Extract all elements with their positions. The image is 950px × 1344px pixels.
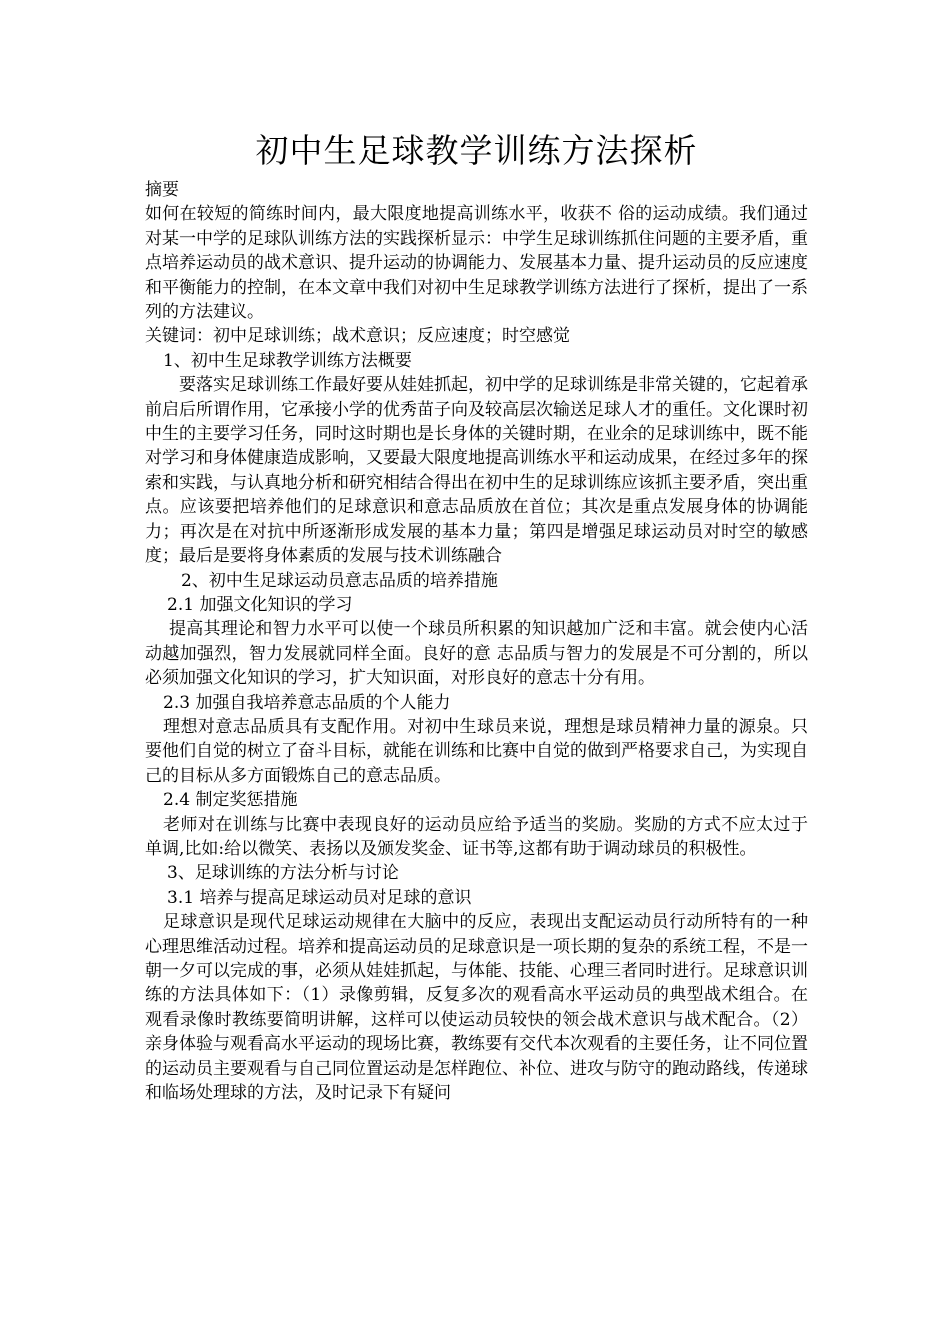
document-title: 初中生足球教学训练方法探析 (255, 131, 698, 170)
section-2-heading: 2、初中生足球运动员意志品质的培养措施 (181, 570, 498, 591)
section-2-4-heading: 2.4 制定奖惩措施 (163, 790, 298, 811)
section-3-1-text: 足球意识是现代足球运动规律在大脑中的反应，表现出支配运动员行动所特有的一种心理思维活动过程。培养和提高运动员的足球意识是一项长期的复杂的系统工程，不是一朝一夕可以完成的事，必须从娃娃抓起，与体能、技能、心理三者同时进行。足球意识训练的方法具体如下：（1）录像剪辑，反复多次的观看高水平运动员的典型战术组合。在观看录像时教练要简明讲解，这样可以使运动员较快的领会战术意识与战术配合。（2）亲身体验与观看高水平运动的现场比赛，教练要有交代本次观看的主要任务，让不同位置的运动员主要观看与自己同位置运动是怎样跑位、补位、进攻与防守的跑动路线，传递球和临场处理球的方法，及时记录下有疑问 (145, 912, 808, 1104)
keywords: 关键词：初中足球训练；战术意识；反应速度；时空感觉 (145, 326, 570, 347)
document-page (145, 128, 808, 1105)
section-1-text: 要落实足球训练工作最好要从娃娃抓起，初中学的足球训练是非常关键的，它起着承前启后所谓作用，它承接小学的优秀苗子向及较高层次输送足球人才的重任。文化课时初中生的主要学习任务，同时这时期也是长身体的关键时期，在业余的足球训练中，既不能对学习和身体健康造成影响，又要最大限度地提高训练水平和运动成果，在经过多年的探索和实践，与认真地分析和研究相结合得出在初中生的足球训练应该抓主要矛盾，突出重点。应该要把培养他们的足球意识和意志品质放在首位；其次是重点发展身体的协调能力；再次是在对抗中所逐渐形成发展的基本力量；第四是增强足球运动员对时空的敏感度；最后是要将身体素质的发展与技术训练融合 (145, 375, 808, 567)
section-2-1-text: 提高其理论和智力水平可以使一个球员所积累的知识越加广泛和丰富。就会使内心活动越加强烈，智力发展就同样全面。良好的意 志品质与智力的发展是不可分割的，所以必须加强文化知识的学习，扩大知识面，对形良好的意志十分有用。 (145, 619, 808, 689)
section-2-3-text: 理想对意志品质具有支配作用。对初中生球员来说，理想是球员精神力量的源泉。只要他们自觉的树立了奋斗目标，就能在训练和比赛中自觉的做到严格要求自己，为实现自己的目标从多方面锻炼自己的意志品质。 (145, 716, 808, 786)
section-2-3-heading: 2.3 加强自我培养意志品质的个人能力 (163, 692, 451, 713)
section-3-heading: 3、足球训练的方法分析与讨论 (167, 863, 399, 884)
section-2-4-text: 老师对在训练与比赛中表现良好的运动员应给予适当的奖励。奖励的方式不应太过于单调,比如:给以微笑、表扬以及颁发奖金、证书等,这都有助于调动球员的积极性。 (145, 814, 808, 859)
section-3-1-heading: 3.1 培养与提高足球运动员对足球的意识 (167, 887, 472, 908)
abstract-label: 摘要 (145, 180, 179, 200)
section-1-heading: 1、初中生足球教学训练方法概要 (163, 350, 412, 371)
section-2-1-heading: 2.1 加强文化知识的学习 (167, 594, 353, 615)
abstract-text: 如何在较短的简练时间内，最大限度地提高训练水平，收获不 俗的运动成绩。我们通过对某一中学的足球队训练方法的实践探析显示：中学生足球训练抓住问题的主要矛盾，重点培养运动员的战术意识、提升运动的协调能力、发展基本力量、提升运动员的反应速度和平衡能力的控制，在本文章中我们对初中生足球教学训练方法进行了探析，提出了一系列的方法建议。 (145, 204, 808, 323)
